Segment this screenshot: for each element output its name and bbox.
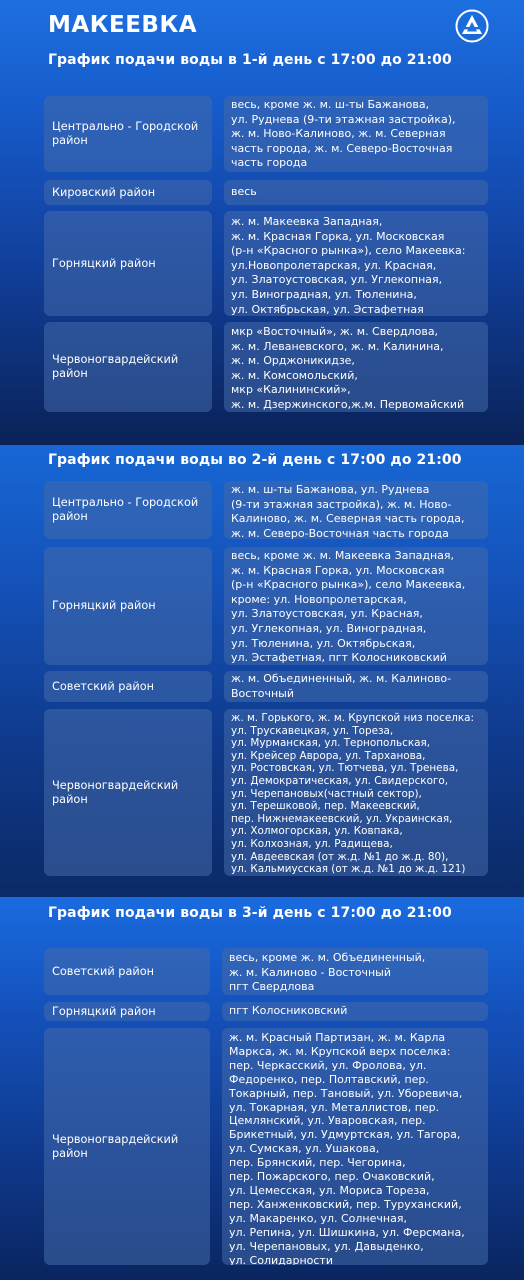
day2-section (0, 445, 524, 897)
day1-section (0, 0, 524, 445)
day3-title: График подачи воды в 3-й день с 17:00 до 21:00 (48, 905, 452, 921)
day3-district-3: Червоногвардейский район (44, 1028, 210, 1265)
day1-areas-3: ж. м. Макеевка Западная, ж. м. Красная Горка, ул. Московская (р-н «Красного рынка»), село Макеевка: ул.Новопролетарская, ул. Красная, ул. Златоустовская, ул. Углекопная, ул. Виноградная, ул. Тюленина, ул. Октябрьская, ул. Эстафетная (224, 211, 488, 316)
day3-areas-2: пгт Колосниковский (222, 1002, 488, 1021)
day3-district-2: Горняцкий район (44, 1002, 210, 1021)
day2-district-1: Центрально - Городской район (44, 481, 212, 539)
day3-section (0, 897, 524, 1280)
day2-areas-3: ж. м. Объединенный, ж. м. Калиново- Восточный (224, 671, 488, 702)
day1-district-3: Горняцкий район (44, 211, 212, 316)
day3-district-1: Советский район (44, 948, 210, 995)
day1-district-2: Кировский район (44, 180, 212, 205)
day1-areas-1: весь, кроме ж. м. ш-ты Бажанова, ул. Руднева (9-ти этажная застройка), ж. м. Ново-Калиново, ж. м. Северная часть города, ж. м. Северо-Восточная часть города (224, 96, 488, 172)
day1-district-4: Червоногвардейский район (44, 322, 212, 412)
day1-title: График подачи воды в 1-й день с 17:00 до 21:00 (48, 52, 452, 68)
day2-title: График подачи воды во 2-й день с 17:00 до 21:00 (48, 452, 462, 468)
day2-district-4: Червоногвардейский район (44, 709, 212, 876)
day3-areas-1: весь, кроме ж. м. Объединенный, ж. м. Калиново - Восточный пгт Свердлова (222, 948, 488, 995)
city-title: МАКЕЕВКА (48, 12, 198, 38)
day1-areas-4: мкр «Восточный», ж. м. Свердлова, ж. м. Леваневского, ж. м. Калинина, ж. м. Орджоникидзе, ж. м. Комсомольский, мкр «Калининский», ж. м. Дзержинского,ж.м. Первомайский (224, 322, 488, 412)
day3-areas-3: ж. м. Красный Партизан, ж. м. Карла Маркса, ж. м. Крупской верх поселка: пер. Черкасский, ул. Фролова, ул. Федоренко, пер. Полтавский, пер. Токарный, пер. Тановый, ул. Уборевича, ул. Токарная, ул. Металлистов, пер. Цемлянский, ул. Уваровская, пер. Брикетный, ул. Удмуртская, ул. Тагора, ул. Сумская, ул. Ушакова, пер. Брянский, пер. Чегорина, пер. Пожарского, пер. Очаковский, ул. Цемесская, ул. Мориса Тореза, пер. Ханженковский, пер. Туруханский, ул. Макаренко, ул. Солнечная, ул. Репина, ул. Шишкина, ул. Ферсмана, ул. Черепановых, ул. Давыденко, ул. Солидарности (222, 1028, 488, 1265)
day2-areas-2: весь, кроме ж. м. Макеевка Западная, ж. м. Красная Горка, ул. Московская (р-н «Красного рынка»), село Макеевка, кроме: ул. Новопролетарская, ул. Златоустовская, ул. Красная, ул. Углекопная, ул. Виноградная, ул. Тюленина, ул. Октябрьская, ул. Эстафетная, пгт Колосниковский (224, 547, 488, 665)
day2-district-3: Советский район (44, 671, 212, 702)
day1-areas-2: весь (224, 180, 488, 205)
day1-district-1: Центрально - Городской район (44, 96, 212, 172)
day2-district-2: Горняцкий район (44, 547, 212, 665)
day2-areas-1: ж. м. ш-ты Бажанова, ул. Руднева (9-ти этажная застройка), ж. м. Ново- Калиново, ж. м. Северная часть города, ж. м. Северо-Восточная часть города (224, 481, 488, 539)
day2-areas-4: ж. м. Горького, ж. м. Крупской низ поселка: ул. Трускавецкая, ул. Тореза, ул. Мурманская, ул. Тернопольская, ул. Крейсер Аврора, ул. Тарханова, ул. Ростовская, ул. Тютчева, ул. Тренева, ул. Демократическая, ул. Свидерского, ул. Черепановых(частный сектор), ул. Терешковой, пер. Макеевский, пер. Нижнемакеевский, ул. Украинская, ул. Холмогорская, ул. Ковпака, ул. Колхозная, ул. Радищева, ул. Авдеевская (от ж.д. №1 до ж.д. 80), ул. Кальмиусская (от ж.д. №1 до ж.д. 121) (224, 709, 488, 876)
triangle-a-logo-icon (455, 9, 489, 43)
